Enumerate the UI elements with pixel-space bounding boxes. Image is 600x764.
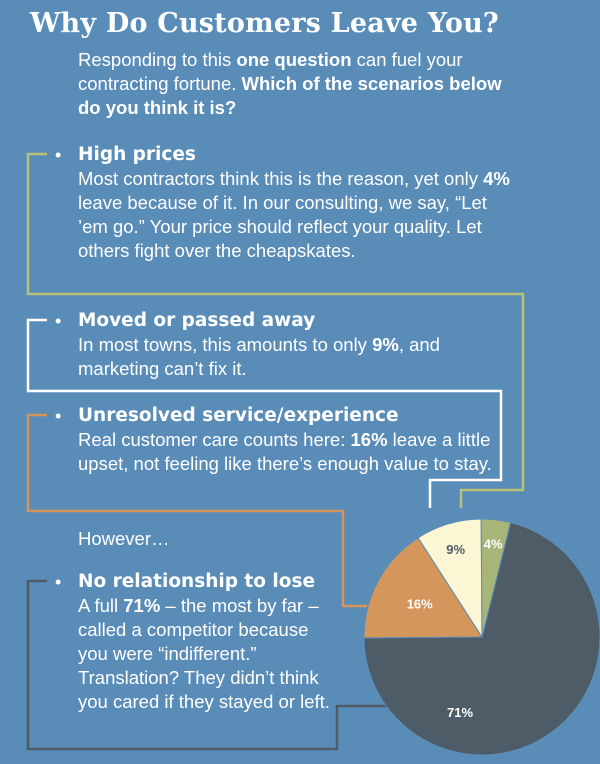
bullet-icon: • — [55, 572, 62, 592]
section-relationship — [55, 570, 333, 714]
intro-bold1: one question — [236, 49, 352, 70]
however-text: However… — [78, 528, 170, 549]
body-stat: 71% — [123, 595, 161, 616]
page-title: Why Do Customers Leave You? — [30, 8, 499, 39]
bullet-icon: • — [55, 311, 62, 331]
section-heading: No relationship to lose — [78, 571, 316, 592]
pie-label-16: 16% — [406, 596, 433, 612]
body-text: A full — [78, 595, 124, 616]
intro-part1: Responding to this — [78, 49, 237, 70]
body-text: , and marketing can’t fix it. — [78, 334, 440, 379]
section-body — [78, 167, 518, 263]
section-service — [55, 404, 508, 476]
bullet-icon: • — [55, 145, 62, 165]
body-stat: 4% — [483, 168, 510, 189]
body-stat: 16% — [350, 429, 388, 450]
section-body — [78, 428, 508, 476]
section-body — [78, 333, 508, 381]
body-text: In most towns, this amounts to only — [78, 334, 373, 355]
pie-label-9: 9% — [446, 541, 466, 557]
pie-label-4: 4% — [483, 536, 503, 552]
body-text: leave because of it. In our consulting, we say, “Let ’em go.” Your price should reflect your quality. Let others fight over the cheapskates. — [78, 192, 487, 261]
section-heading: Moved or passed away — [78, 310, 316, 331]
body-text: – the most by far – called a competitor because you were “indifferent.” Translation? They didn’t think you cared if they stayed or left. — [78, 595, 330, 712]
intro-bold2: Which of the scenarios below do you think it is? — [78, 73, 502, 118]
section-moved — [55, 309, 508, 381]
intro-text — [78, 48, 518, 120]
intro-part2: can fuel your contracting fortune. — [78, 49, 463, 94]
section-high-prices — [55, 143, 518, 263]
body-stat: 9% — [372, 334, 399, 355]
pie-label-71: 71% — [446, 705, 474, 720]
body-text: Real customer care counts here: — [78, 429, 351, 450]
body-text: Most contractors think this is the reason, yet only — [78, 168, 484, 189]
body-text: leave a little upset, not feeling like there’s enough value to stay. — [78, 429, 492, 474]
section-body — [78, 594, 333, 714]
bullet-icon: • — [55, 406, 62, 426]
pie-chart — [364, 519, 600, 755]
section-heading: Unresolved service/experience — [78, 405, 399, 426]
section-heading: High prices — [78, 144, 196, 165]
